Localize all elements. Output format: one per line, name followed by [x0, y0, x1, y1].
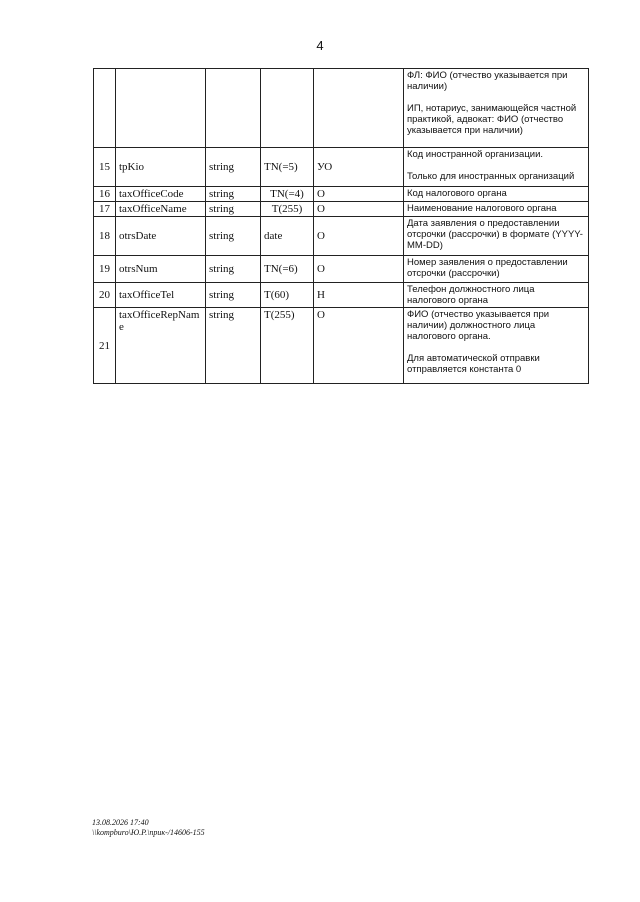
field-requirement: Н: [314, 283, 404, 308]
description-line: Наименование налогового органа: [407, 203, 557, 214]
description-line: ФИО (отчество указывается при наличии) должностного лица налогового органа.: [407, 309, 550, 342]
description-line: Дата заявления о предоставлении отсрочки (рассрочки) в формате (YYYY-MM-DD): [407, 218, 583, 251]
field-type: string: [206, 202, 261, 217]
field-name: taxOfficeCode: [116, 187, 206, 202]
row-number: [94, 69, 116, 148]
field-type: string: [206, 283, 261, 308]
field-type: [206, 69, 261, 148]
field-requirement: УО: [314, 148, 404, 187]
field-format: T(255): [261, 308, 314, 384]
table-row: [94, 202, 589, 217]
field-requirement: О: [314, 217, 404, 256]
field-requirement: О: [314, 202, 404, 217]
print-footer: [92, 818, 205, 838]
field-description: [404, 202, 589, 217]
field-type: string: [206, 256, 261, 283]
description-line: Код иностранной организации.: [407, 149, 544, 160]
field-format: T(255): [261, 202, 314, 217]
field-name: otrsNum: [116, 256, 206, 283]
field-description: [404, 256, 589, 283]
description-line: Для автоматической отправки отправляется константа 0: [407, 353, 540, 375]
description-line: ИП, нотариус, занимающейся частной практикой, адвокат: ФИО (отчество указывается при наличии): [407, 103, 577, 136]
field-format: TN(=6): [261, 256, 314, 283]
field-description: [404, 69, 589, 148]
table-row: [94, 308, 589, 384]
table-row: [94, 69, 589, 148]
row-number: 16: [94, 187, 116, 202]
field-requirement: О: [314, 187, 404, 202]
field-description: [404, 308, 589, 384]
field-type: string: [206, 308, 261, 384]
field-name: taxOfficeTel: [116, 283, 206, 308]
field-requirement: О: [314, 308, 404, 384]
field-name: otrsDate: [116, 217, 206, 256]
field-name: tpKio: [116, 148, 206, 187]
field-description: [404, 148, 589, 187]
table-row: [94, 283, 589, 308]
field-type: string: [206, 217, 261, 256]
row-number: 21: [94, 308, 116, 384]
description-line: Телефон должностного лица налогового органа: [407, 284, 535, 306]
description-line: Только для иностранных организаций: [407, 171, 575, 182]
field-format: [261, 69, 314, 148]
field-requirement: О: [314, 256, 404, 283]
table-row: [94, 148, 589, 187]
field-name: taxOfficeRepName: [116, 308, 206, 384]
field-description: [404, 187, 589, 202]
description-line: ФЛ: ФИО (отчество указывается при наличии): [407, 70, 568, 92]
field-name: taxOfficeName: [116, 202, 206, 217]
row-number: 17: [94, 202, 116, 217]
page-number: 4: [316, 38, 324, 53]
row-number: 20: [94, 283, 116, 308]
field-format: date: [261, 217, 314, 256]
field-format: T(60): [261, 283, 314, 308]
description-line: Номер заявления о предоставлении отсрочки (рассрочки): [407, 257, 568, 279]
table-row: [94, 256, 589, 283]
print-timestamp: 13.08.2026 17:40: [92, 818, 149, 827]
field-type: string: [206, 187, 261, 202]
row-number: 18: [94, 217, 116, 256]
table-row: [94, 187, 589, 202]
field-format: TN(=4): [261, 187, 314, 202]
field-description: [404, 217, 589, 256]
field-name: [116, 69, 206, 148]
table-row: [94, 217, 589, 256]
row-number: 19: [94, 256, 116, 283]
row-number: 15: [94, 148, 116, 187]
field-description: [404, 283, 589, 308]
description-line: Код налогового органа: [407, 188, 507, 199]
field-spec-table: [93, 68, 589, 384]
field-requirement: [314, 69, 404, 148]
field-format: TN(=5): [261, 148, 314, 187]
file-path: \\kompburo\Ю.Р.\прик-/14606-155: [92, 828, 205, 837]
field-type: string: [206, 148, 261, 187]
